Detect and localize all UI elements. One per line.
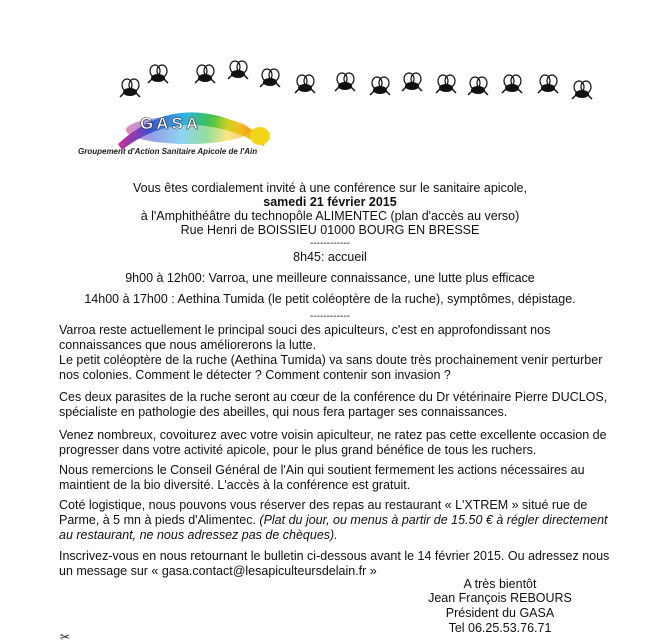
event-date: samedi 21 février 2015 (263, 195, 397, 209)
text-plain: Parme, à 5 mn à pieds d'Alimentec. (59, 513, 260, 527)
schedule-accueil: 8h45: accueil (293, 250, 367, 264)
separator: ------------ (310, 311, 350, 322)
contact-email: un message sur « gasa.contact@lesapiculteursdelain.fr » (59, 564, 377, 578)
paragraph-speaker (59, 390, 619, 420)
paragraph-varroa (59, 323, 619, 383)
scissors-icon: ✂ (60, 630, 71, 644)
text-line: Nous remercions le Conseil Général de l'Ain qui soutient fermement les actions nécessaires au (59, 463, 585, 477)
paragraph-registration (59, 549, 619, 579)
text-line: Inscrivez-vous en nous retournant le bulletin ci-dessous avant le 14 février 2015. Ou adressez nous (59, 549, 610, 563)
text-line (59, 513, 619, 528)
text-line: progresser dans votre activité apicole, pour le plus grand bénéfice de tous les ruchers. (59, 443, 537, 457)
text-line: spécialiste en pathologie des abeilles, qui nous fera partager ses connaissances. (59, 405, 508, 419)
text-line: au restaurant, ne nous adressez pas de chèques). (59, 528, 338, 542)
text-line: maintient de la bio diversité. L'accès à la conférence est gratuit. (59, 478, 411, 492)
text-line: Varroa reste actuellement le principal souci des apiculteurs, c'est en approfondissant nos (59, 323, 551, 337)
event-address: Rue Henri de BOISSIEU 01000 BOURG EN BRESSE (180, 223, 480, 237)
separator: ------------ (310, 238, 350, 249)
paragraph-invitation (59, 428, 619, 458)
text-line: Ces deux parasites de la ruche seront au cœur de la conférence du Dr vétérinaire Pierre DUCLOS, (59, 390, 608, 404)
signature-closing: A très bientôt (463, 577, 537, 591)
schedule-afternoon: 14h00 à 17h00 : Aethina Tumida (le petit coléoptère de la ruche), symptômes, dépistage. (84, 292, 576, 306)
logo-tagline: Groupement d'Action Sanitaire Apicole de l'Ain (78, 147, 258, 156)
invite-line: Vous êtes cordialement invité à une conférence sur le sanitaire apicole, (133, 181, 527, 195)
signature-phone: Tel 06.25.53.76.71 (448, 621, 552, 635)
text-line: Venez nombreux, covoiturez avec votre voisin apiculteur, ne ratez pas cette excellente occasion de (59, 428, 607, 442)
text-italic: (Plat du jour, ou menus à partir de 15.50 € à régler directement (259, 513, 608, 527)
logo-text: GASA (140, 114, 202, 133)
schedule-morning: 9h00 à 12h00: Varroa, une meilleure connaissance, une lutte plus efficace (125, 271, 535, 285)
letterhead (0, 0, 660, 170)
signature-name: Jean François REBOURS (428, 591, 572, 605)
text-line: Coté logistique, nous pouvons vous réserver des repas au restaurant « L'XTREM » situé rue de (59, 498, 588, 512)
event-venue: à l'Amphithéâtre du technopôle ALIMENTEC (plan d'accès au verso) (140, 209, 520, 223)
text-line: connaissances que nous améliorerons la lutte. (59, 338, 317, 352)
text-line: nos colonies. Comment le détecter ? Comment contenir son invasion ? (59, 368, 451, 382)
paragraph-thanks (59, 463, 619, 493)
text-line: Le petit coléoptère de la ruche (Aethina Tumida) va sans doute très prochainement venir perturber (59, 353, 603, 367)
paragraph-logistics (59, 498, 619, 543)
signature-role: Président du GASA (445, 606, 555, 620)
